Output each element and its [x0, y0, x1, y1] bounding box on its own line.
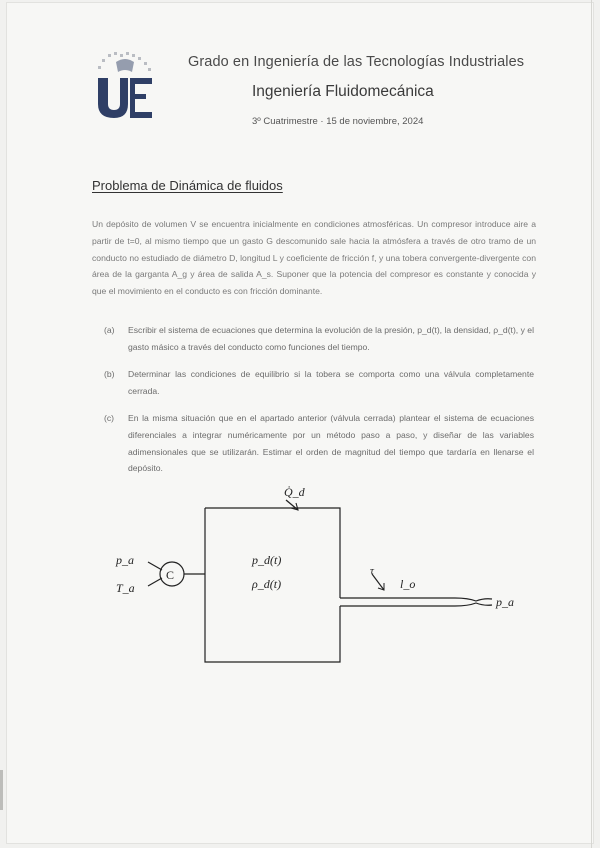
question-text: En la misma situación que en el apartado anterior (válvula cerrada) plantear el sistema de ecuaciones diferenciales a integrar numéricamente por un método paso a paso, y diseñar de las variables adimensionales que se utilizarán. Estimar el orden de magnitud del tiempo que tardaría en llenarse el depósito.	[128, 413, 534, 474]
inlet-pressure-label: p_a	[116, 553, 134, 567]
question-label: (c)	[104, 413, 115, 423]
inlet-temperature-label: T_a	[116, 581, 135, 595]
page-edge	[591, 0, 592, 848]
problem-title: Problema de Dinámica de fluidos	[92, 178, 283, 193]
question-c	[104, 410, 534, 477]
question-b	[104, 366, 534, 400]
outlet-pipe-bottom	[340, 603, 492, 606]
outlet-pressure-label: p_a	[496, 595, 514, 609]
question-text: Escribir el sistema de ecuaciones que determina la evolución de la presión, p_d(t), la densidad, ρ_d(t), y el gasto másico a través del conducto como funciones del tiempo.	[128, 325, 534, 352]
scan-artifact	[0, 770, 3, 810]
university-logo	[94, 52, 156, 120]
problem-statement: Un depósito de volumen V se encuentra inicialmente en condiciones atmosféricas. Un compresor introduce aire a partir de t=0, al mismo tiempo que un gasto G descomunido sale hacia la atmósfera a través de otro tramo de un conducto no estudiado de diámetro D, longitud L y coeficiente de fricción f, y una tobera convergente-divergente con área de la garganta A_g y área de salida A_s. Suponer que la potencia del compresor es constante y conocida y que el movimiento en el conducto es con fricción dominante.	[92, 219, 536, 297]
degree-title: Grado en Ingeniería de las Tecnologías Industriales	[188, 54, 525, 70]
question-text: Determinar las condiciones de equilibrio si la tobera se comporta como una válvula completamente cerrada.	[128, 369, 534, 396]
question-label: (a)	[104, 325, 115, 335]
question-label: (b)	[104, 369, 115, 379]
outlet-pipe-top	[340, 598, 492, 601]
tank-density-label: ρ_d(t)	[252, 577, 282, 591]
compressor-label: C	[166, 568, 175, 582]
tank-pressure-label: p_d(t)	[252, 553, 282, 567]
heat-label: Q̇_d	[284, 485, 305, 499]
question-a	[104, 322, 534, 356]
length-label: l_o	[400, 577, 416, 591]
friction-label: τ	[370, 565, 374, 577]
course-title: Ingeniería Fluidomecánica	[252, 83, 434, 100]
system-diagram	[100, 470, 530, 680]
exam-date: 3º Cuatrimestre · 15 de noviembre, 2024	[252, 116, 424, 127]
